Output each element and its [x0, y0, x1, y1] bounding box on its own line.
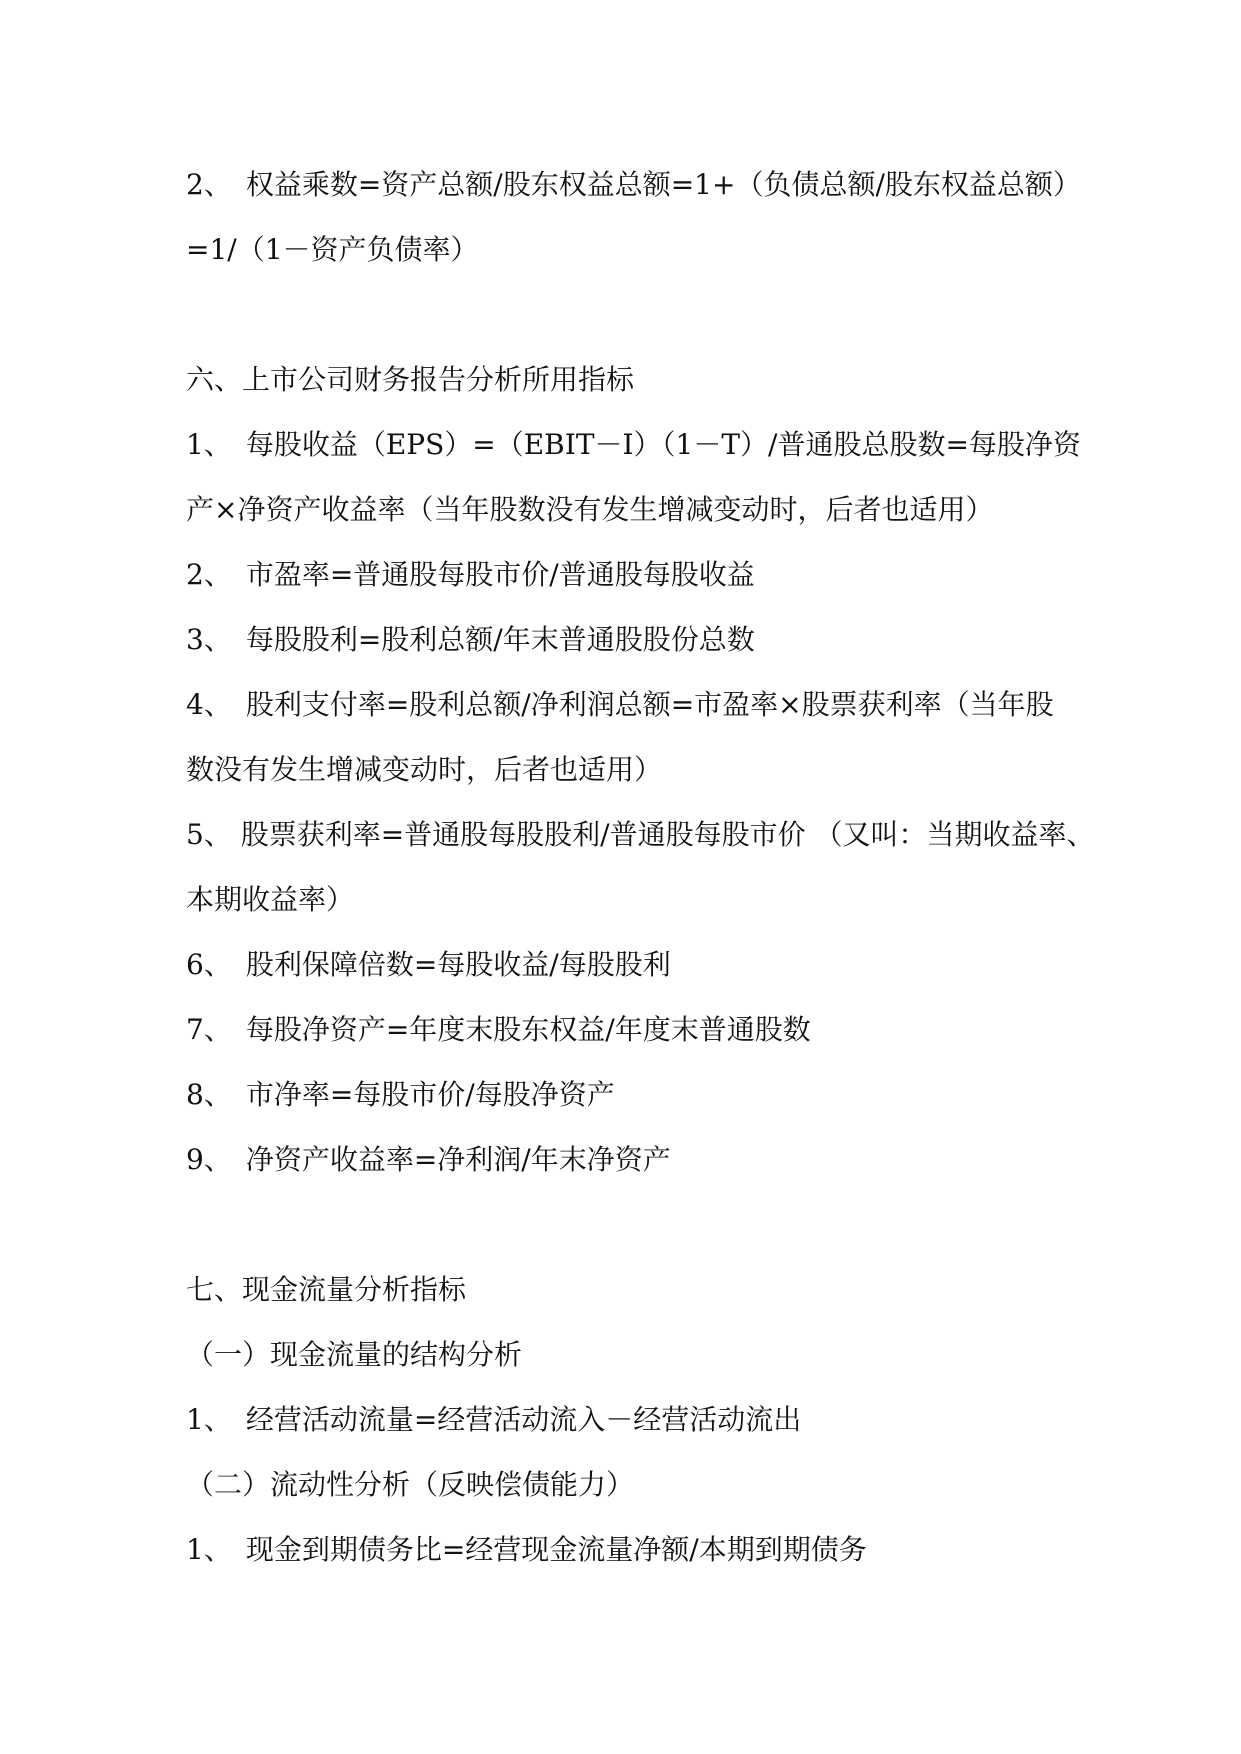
blank-line [186, 1192, 1086, 1257]
text-line: 2、 市盈率=普通股每股市价/普通股每股收益 [186, 558, 755, 591]
blank-line [186, 282, 1086, 347]
text-line: 2、 权益乘数=资产总额/股东权益总额=1+（负债总额/股东权益总额） [186, 168, 1081, 201]
text-line: 1、 现金到期债务比=经营现金流量净额/本期到期债务 [186, 1533, 867, 1566]
text-line: 本期收益率） [186, 883, 355, 916]
text-line: 1、 每股收益（EPS）=（EBIT－I）（1－T）/普通股总股数=每股净资 [186, 428, 1081, 461]
document-body [186, 152, 1095, 1582]
text-line: 6、 股利保障倍数=每股收益/每股股利 [186, 948, 671, 981]
text-line: 7、 每股净资产=年度末股东权益/年度末普通股数 [186, 1013, 811, 1046]
section-heading: 七、现金流量分析指标 [186, 1273, 467, 1306]
subsection-heading: （二）流动性分析（反映偿债能力） [186, 1468, 635, 1501]
text-line: 9、 净资产收益率=净利润/年末净资产 [186, 1143, 671, 1176]
text-line: 8、 市净率=每股市价/每股净资产 [186, 1078, 615, 1111]
subsection-heading: （一）现金流量的结构分析 [186, 1338, 523, 1371]
text-line: 产×净资产收益率（当年股数没有发生增减变动时，后者也适用） [186, 493, 994, 526]
text-line: =1/（1－资产负债率） [186, 233, 479, 266]
text-line: 数没有发生增减变动时，后者也适用） [186, 753, 663, 786]
text-line: 3、 每股股利=股利总额/年末普通股股份总数 [186, 623, 755, 656]
section-heading: 六、上市公司财务报告分析所用指标 [186, 363, 635, 396]
text-line: 4、 股利支付率=股利总额/净利润总额=市盈率×股票获利率（当年股 [186, 688, 1054, 721]
text-line: 1、 经营活动流量=经营活动流入－经营活动流出 [186, 1403, 802, 1436]
text-line: 5、 股票获利率=普通股每股股利/普通股每股市价 （又叫：当期收益率、 [186, 818, 1095, 851]
